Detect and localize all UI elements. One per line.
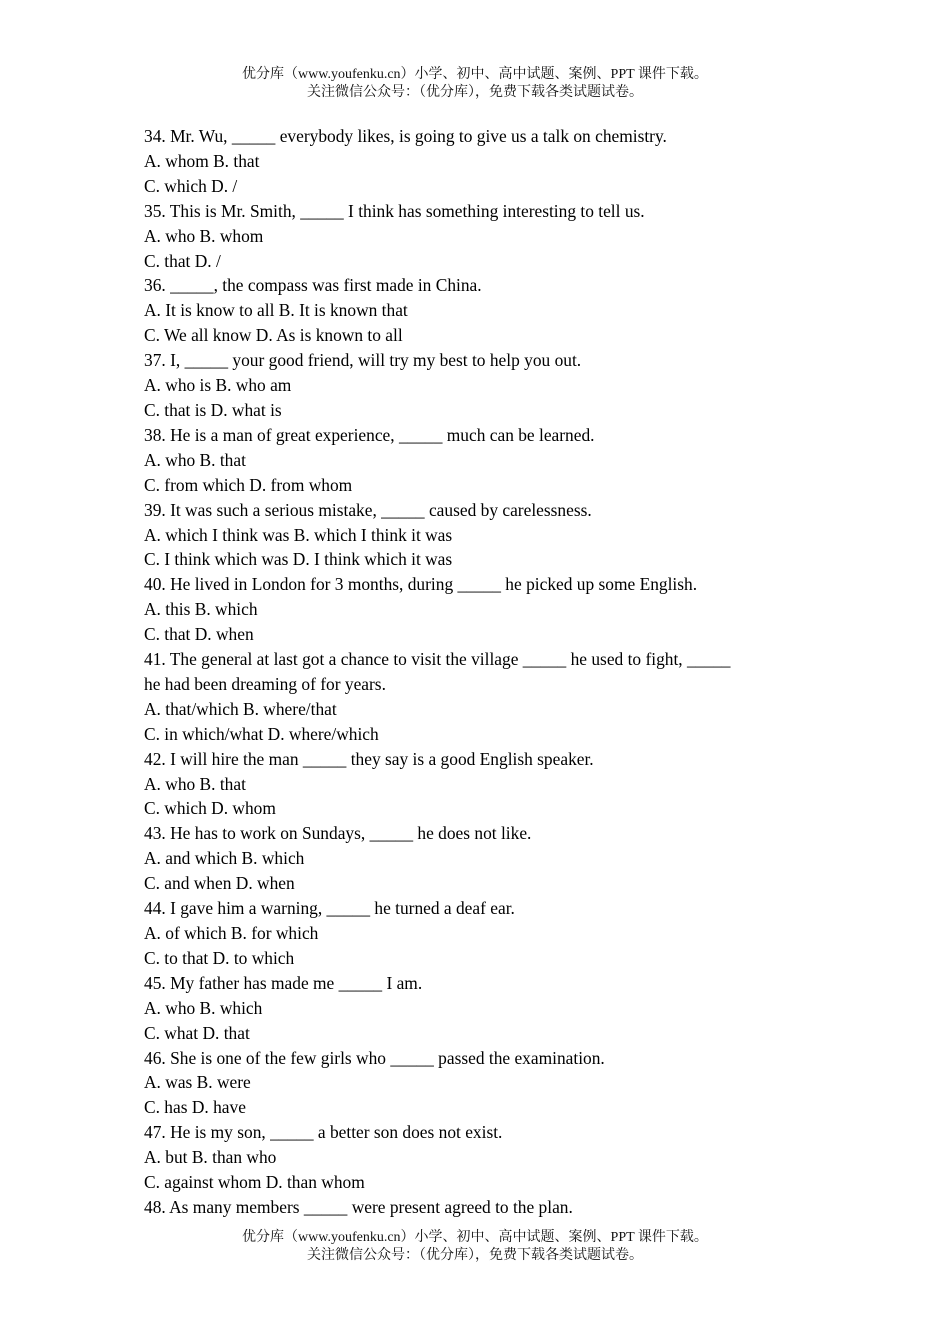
question-stem: 41. The general at last got a chance to visit the village _____ he used to fight, _____ [144, 649, 731, 670]
question-stem: 47. He is my son, _____ a better son does not exist. [144, 1122, 503, 1143]
options-a-b: A. It is know to all B. It is known that [144, 300, 408, 321]
options-a-b: A. that/which B. where/that [144, 698, 337, 719]
question-list [144, 124, 816, 1220]
options-c-d: C. what D. that [144, 1022, 250, 1043]
footer-line-1: 优分库（www.youfenku.cn）小学、初中、高中试题、案例、PPT 课件下载。 [242, 1230, 708, 1245]
question-stem: 40. He lived in London for 3 months, during _____ he picked up some English. [144, 574, 698, 595]
question-stem: 38. He is a man of great experience, _____ much can be learned. [144, 424, 595, 445]
options-c-d: C. which D. whom [144, 798, 276, 819]
options-c-d: C. which D. / [144, 175, 238, 196]
options-a-b: A. who B. which [144, 997, 263, 1018]
options-c-d: C. We all know D. As is known to all [144, 325, 403, 346]
footer-line-2: 关注微信公众号：（优分库），免费下载各类试题试卷。 [307, 1248, 643, 1263]
question-stem: 35. This is Mr. Smith, _____ I think has something interesting to tell us. [144, 200, 645, 221]
question-stem: 34. Mr. Wu, _____ everybody likes, is going to give us a talk on chemistry. [144, 126, 667, 146]
header-line-1: 优分库（www.youfenku.cn）小学、初中、高中试题、案例、PPT 课件下载。 [242, 67, 708, 82]
options-c-d: C. that D. when [144, 624, 254, 645]
options-a-b: A. who B. that [144, 773, 246, 794]
options-c-d: C. from which D. from whom [144, 474, 353, 495]
page-footer [0, 1229, 950, 1265]
options-a-b: A. who B. whom [144, 225, 264, 246]
options-c-d: C. has D. have [144, 1097, 246, 1118]
question-stem-continued: he had been dreaming of for years. [144, 673, 386, 694]
options-a-b: A. and which B. which [144, 848, 305, 869]
options-c-d: C. in which/what D. where/which [144, 723, 379, 744]
question-stem: 45. My father has made me _____ I am. [144, 972, 423, 993]
options-a-b: A. was B. were [144, 1072, 251, 1093]
options-a-b: A. this B. which [144, 599, 258, 620]
question-stem: 39. It was such a serious mistake, _____ caused by carelessness. [144, 499, 592, 520]
options-c-d: C. I think which was D. I think which it was [144, 549, 453, 570]
options-c-d: C. and when D. when [144, 873, 295, 894]
question-stem: 37. I, _____ your good friend, will try my best to help you out. [144, 350, 582, 371]
question-stem: 42. I will hire the man _____ they say is a good English speaker. [144, 748, 594, 769]
question-stem: 43. He has to work on Sundays, _____ he does not like. [144, 823, 532, 844]
options-a-b: A. but B. than who [144, 1147, 277, 1168]
options-a-b: A. whom B. that [144, 150, 260, 171]
header-line-2: 关注微信公众号：（优分库），免费下载各类试题试卷。 [307, 85, 643, 100]
options-c-d: C. that D. / [144, 250, 221, 271]
page-header [0, 66, 950, 102]
options-c-d: C. that is D. what is [144, 399, 282, 420]
question-stem: 48. As many members _____ were present agreed to the plan. [144, 1196, 573, 1217]
options-a-b: A. of which B. for which [144, 923, 319, 943]
options-c-d: C. against whom D. than whom [144, 1172, 365, 1193]
question-stem: 44. I gave him a warning, _____ he turned a deaf ear. [144, 898, 515, 919]
question-stem: 46. She is one of the few girls who _____ passed the examination. [144, 1047, 605, 1068]
options-a-b: A. who is B. who am [144, 375, 292, 396]
question-stem: 36. _____, the compass was first made in China. [144, 275, 482, 296]
options-a-b: A. which I think was B. which I think it was [144, 524, 453, 545]
options-a-b: A. who B. that [144, 449, 246, 470]
options-c-d: C. to that D. to which [144, 947, 295, 968]
